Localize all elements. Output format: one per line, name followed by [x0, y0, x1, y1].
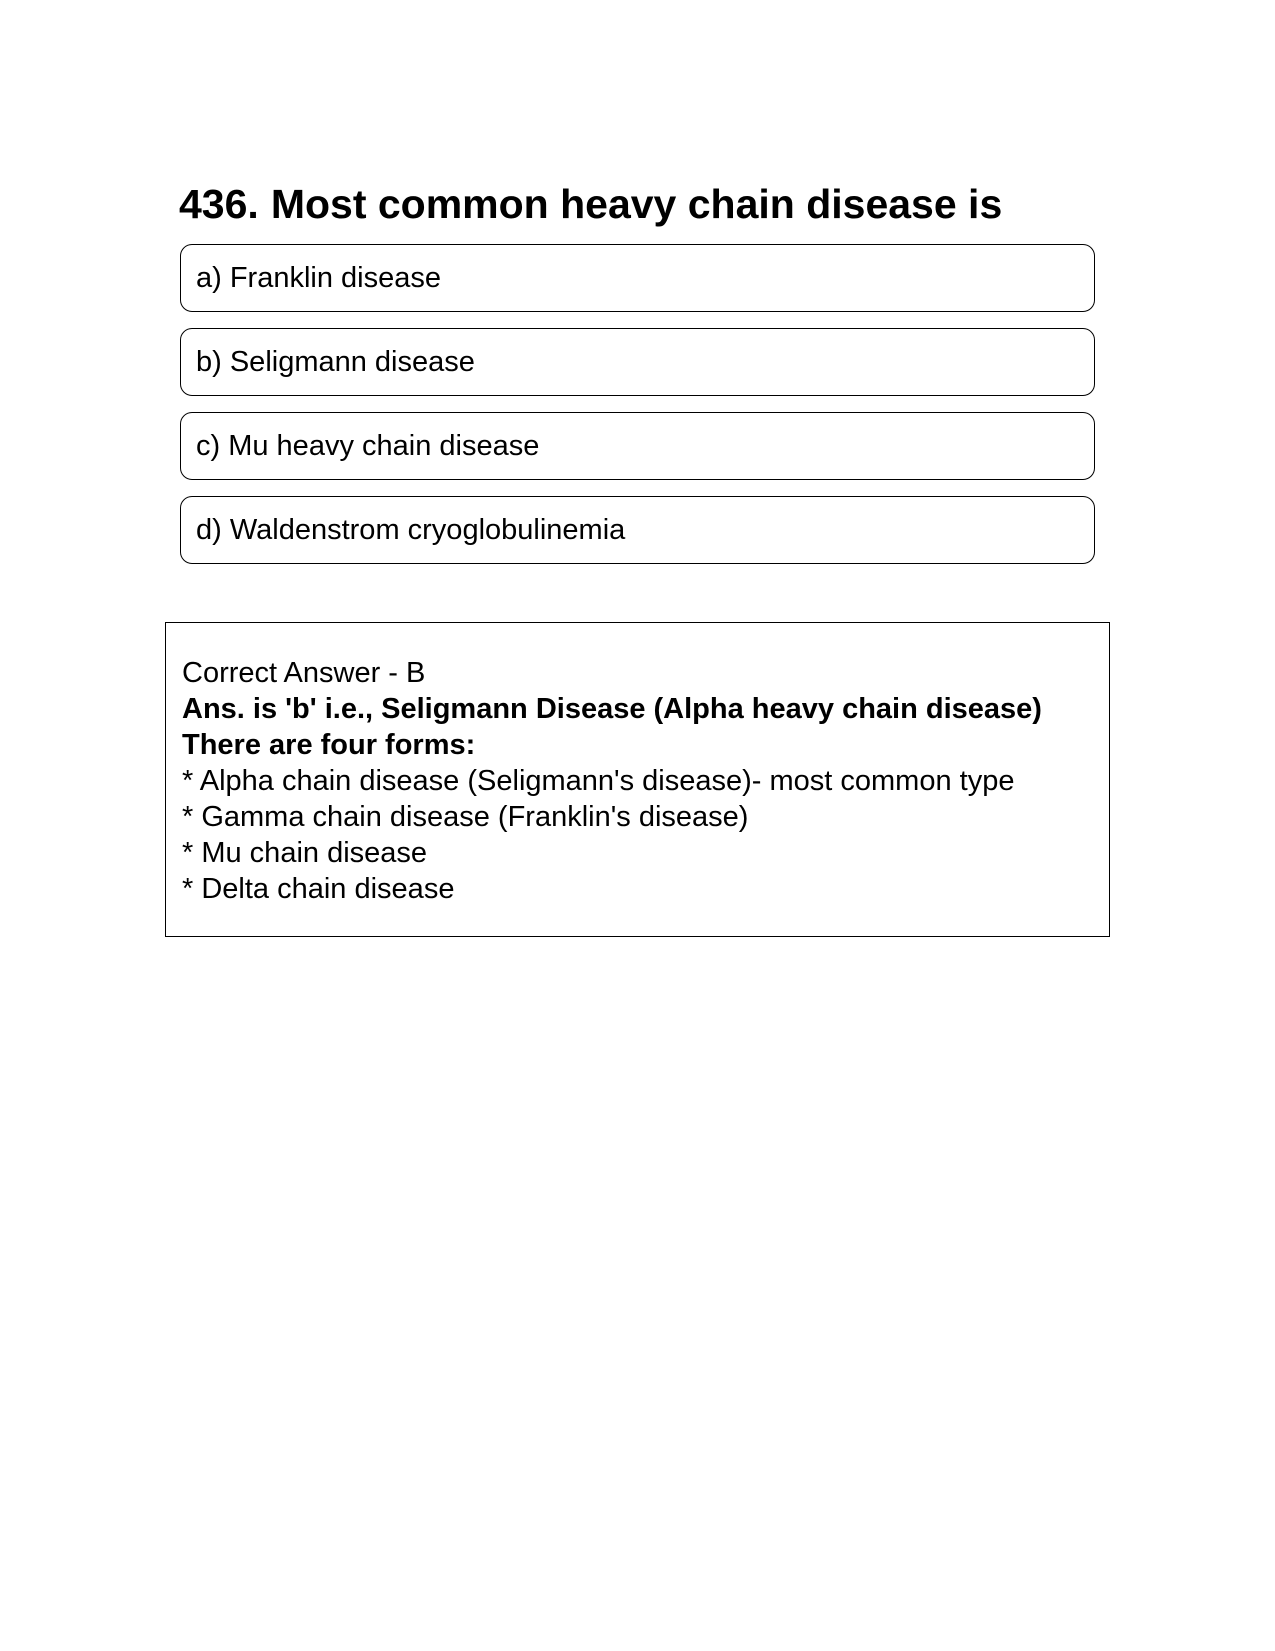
option-b[interactable]: b) Seligmann disease: [180, 328, 1095, 396]
options-list: [180, 244, 1095, 580]
form-item: * Mu chain disease: [182, 837, 428, 869]
answer-explanation-box: [165, 622, 1110, 937]
option-c[interactable]: c) Mu heavy chain disease: [180, 412, 1095, 480]
form-item: * Gamma chain disease (Franklin's disease): [182, 801, 749, 833]
question-text: Most common heavy chain disease is: [270, 181, 1003, 227]
form-item: * Alpha chain disease (Seligmann's disease)- most common type: [182, 765, 1015, 797]
forms-heading: There are four forms:: [182, 729, 476, 761]
form-item: * Delta chain disease: [182, 873, 455, 905]
explanation-title: Ans. is 'b' i.e., Seligmann Disease (Alpha heavy chain disease): [182, 693, 1042, 725]
question-number: 436.: [179, 181, 259, 227]
question-heading: [179, 178, 1002, 230]
option-d[interactable]: d) Waldenstrom cryoglobulinemia: [180, 496, 1095, 564]
correct-answer: Correct Answer - B: [182, 657, 426, 689]
option-a[interactable]: a) Franklin disease: [180, 244, 1095, 312]
